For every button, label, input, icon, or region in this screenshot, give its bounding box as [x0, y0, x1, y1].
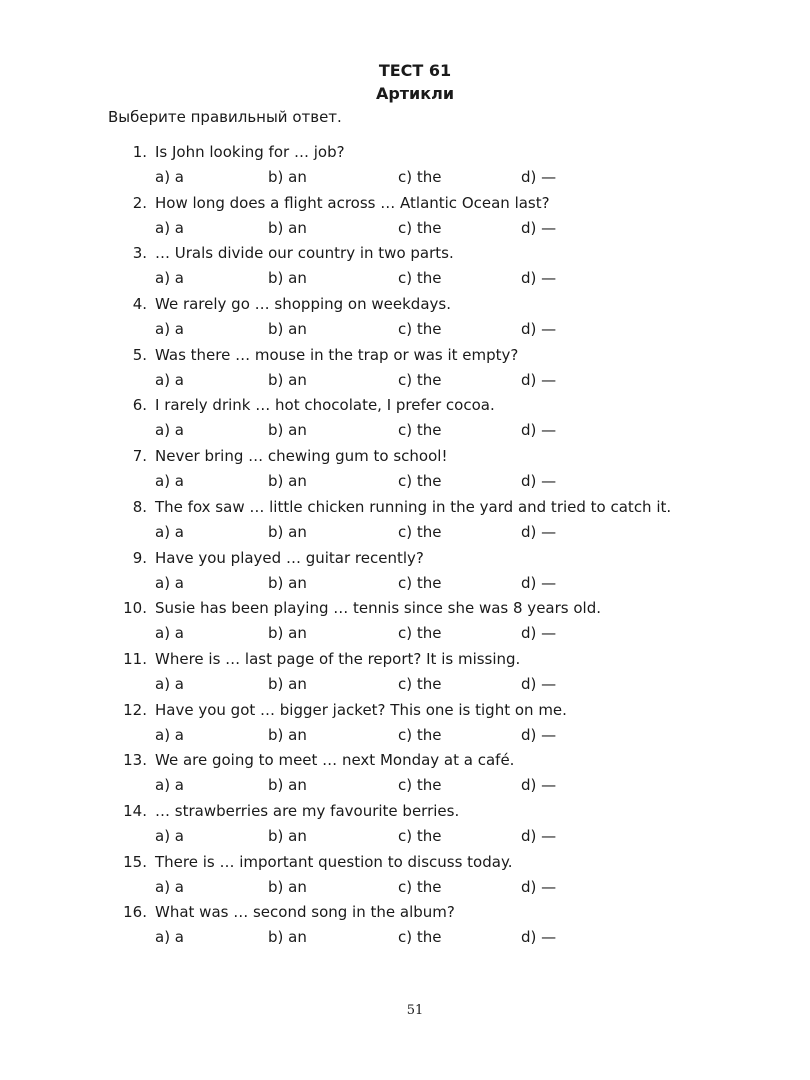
answer-options: [0, 318, 810, 340]
answer-options: [0, 166, 810, 188]
question-item: [0, 547, 810, 598]
option-b[interactable]: b) an: [268, 168, 307, 186]
question-text: What was … second song in the album?: [155, 903, 455, 922]
option-d[interactable]: d) —: [521, 624, 557, 643]
question-number: 9.: [132, 548, 147, 567]
question-line: [0, 394, 810, 416]
question-item: [0, 851, 810, 902]
answer-options: [0, 926, 810, 948]
question-item: [0, 648, 810, 699]
option-d[interactable]: d) —: [521, 674, 557, 693]
option-b[interactable]: b) an: [268, 826, 307, 845]
option-c[interactable]: c) the: [398, 421, 442, 440]
page-number: 51: [406, 1003, 424, 1018]
question-number: 3.: [132, 244, 147, 263]
answer-options: [0, 572, 810, 594]
option-c[interactable]: c) the: [398, 370, 442, 389]
option-c[interactable]: c) the: [398, 269, 442, 288]
question-line: [0, 749, 810, 771]
option-d[interactable]: d) —: [521, 269, 557, 288]
answer-options: [0, 876, 810, 898]
question-text: We rarely go … shopping on weekdays.: [155, 295, 451, 314]
question-text: Susie has been playing … tennis since she was 8 years old.: [155, 599, 601, 618]
option-a[interactable]: a) a: [155, 522, 185, 541]
question-line: [0, 496, 810, 518]
question-text: Was there … mouse in the trap or was it empty?: [155, 345, 519, 364]
option-c[interactable]: c) the: [398, 218, 442, 237]
question-number: 10.: [123, 599, 147, 618]
option-c[interactable]: c) the: [398, 320, 442, 339]
question-number: 16.: [123, 903, 147, 922]
option-a[interactable]: a) a: [155, 421, 185, 440]
question-number: 7.: [132, 447, 147, 466]
test-title: ТЕСТ 61: [378, 61, 452, 80]
question-line: [0, 192, 810, 214]
question-text: … Urals divide our country in two parts.: [155, 244, 454, 263]
option-c[interactable]: c) the: [398, 725, 442, 744]
option-b[interactable]: b) an: [268, 522, 307, 541]
question-number: 1.: [132, 143, 147, 161]
option-b[interactable]: b) an: [268, 573, 307, 592]
option-c[interactable]: c) the: [398, 168, 442, 186]
option-c[interactable]: c) the: [398, 826, 442, 845]
option-a[interactable]: a) a: [155, 826, 185, 845]
option-b[interactable]: b) an: [268, 776, 307, 795]
question-text: Never bring … chewing gum to school!: [155, 447, 448, 466]
question-item: [0, 394, 810, 445]
question-text: Have you played … guitar recently?: [155, 548, 424, 567]
answer-options: [0, 724, 810, 746]
question-number: 14.: [123, 801, 147, 820]
question-item: [0, 242, 810, 293]
question-text: The fox saw … little chicken running in the yard and tried to catch it.: [155, 497, 672, 516]
question-line: [0, 293, 810, 315]
question-number: 2.: [132, 193, 147, 212]
answer-options: [0, 217, 810, 239]
question-item: [0, 749, 810, 800]
option-a[interactable]: a) a: [155, 928, 185, 947]
option-b[interactable]: b) an: [268, 624, 307, 643]
question-item: [0, 800, 810, 851]
option-b[interactable]: b) an: [268, 877, 307, 896]
question-text: … strawberries are my favourite berries.: [155, 801, 460, 820]
option-a[interactable]: a) a: [155, 218, 185, 237]
question-number: 4.: [132, 295, 147, 314]
answer-options: [0, 622, 810, 644]
question-line: [0, 699, 810, 721]
option-c[interactable]: c) the: [398, 522, 442, 541]
answer-options: [0, 470, 810, 492]
option-c[interactable]: c) the: [398, 472, 442, 491]
option-d[interactable]: d) —: [521, 776, 557, 795]
option-b[interactable]: b) an: [268, 218, 307, 237]
option-a[interactable]: a) a: [155, 320, 185, 339]
question-line: [0, 800, 810, 822]
option-a[interactable]: a) a: [155, 573, 185, 592]
question-number: 5.: [132, 345, 147, 364]
question-item: [0, 344, 810, 395]
option-c[interactable]: c) the: [398, 776, 442, 795]
option-d[interactable]: d) —: [521, 573, 557, 592]
question-line: [0, 141, 810, 163]
question-line: [0, 851, 810, 873]
question-line: [0, 547, 810, 569]
answer-options: [0, 267, 810, 289]
answer-options: [0, 419, 810, 441]
option-a[interactable]: a) a: [155, 674, 185, 693]
question-text: We are going to meet … next Monday at a café.: [155, 751, 515, 770]
question-line: [0, 901, 810, 923]
option-b[interactable]: b) an: [268, 421, 307, 440]
option-a[interactable]: a) a: [155, 877, 185, 896]
option-a[interactable]: a) a: [155, 168, 185, 186]
option-d[interactable]: d) —: [521, 168, 557, 186]
option-b[interactable]: b) an: [268, 674, 307, 693]
option-d[interactable]: d) —: [521, 928, 557, 947]
option-b[interactable]: b) an: [268, 370, 307, 389]
option-d[interactable]: d) —: [521, 725, 557, 744]
option-c[interactable]: c) the: [398, 573, 442, 592]
option-a[interactable]: a) a: [155, 269, 185, 288]
option-d[interactable]: d) —: [521, 472, 557, 491]
answer-options: [0, 673, 810, 695]
question-item: [0, 496, 810, 547]
question-text: Is John looking for … job?: [155, 143, 345, 161]
option-d[interactable]: d) —: [521, 218, 557, 237]
option-b[interactable]: b) an: [268, 320, 307, 339]
option-a[interactable]: a) a: [155, 370, 185, 389]
question-item: [0, 445, 810, 496]
question-number: 11.: [123, 649, 147, 668]
option-c[interactable]: c) the: [398, 674, 442, 693]
option-d[interactable]: d) —: [521, 826, 557, 845]
question-text: Where is … last page of the report? It is missing.: [155, 649, 521, 668]
question-line: [0, 445, 810, 467]
option-b[interactable]: b) an: [268, 725, 307, 744]
question-item: [0, 141, 810, 192]
question-line: [0, 344, 810, 366]
question-number: 6.: [132, 396, 147, 415]
question-item: [0, 699, 810, 750]
option-a[interactable]: a) a: [155, 776, 185, 795]
question-line: [0, 648, 810, 670]
question-text: There is … important question to discuss today.: [155, 852, 513, 871]
answer-options: [0, 369, 810, 391]
option-d[interactable]: d) —: [521, 421, 557, 440]
question-text: I rarely drink … hot chocolate, I prefer cocoa.: [155, 396, 495, 415]
question-item: [0, 293, 810, 344]
question-line: [0, 597, 810, 619]
question-list: [0, 141, 810, 952]
option-b[interactable]: b) an: [268, 928, 307, 947]
question-item: [0, 597, 810, 648]
option-c[interactable]: c) the: [398, 877, 442, 896]
option-d[interactable]: d) —: [521, 320, 557, 339]
question-item: [0, 901, 810, 952]
question-item: [0, 192, 810, 243]
question-number: 12.: [123, 700, 147, 719]
instruction-text: Выберите правильный ответ.: [108, 108, 342, 126]
option-b[interactable]: b) an: [268, 472, 307, 491]
question-line: [0, 242, 810, 264]
option-a[interactable]: a) a: [155, 725, 185, 744]
option-c[interactable]: c) the: [398, 928, 442, 947]
test-topic: Артикли: [375, 84, 455, 103]
answer-options: [0, 825, 810, 847]
option-c[interactable]: c) the: [398, 624, 442, 643]
question-text: Have you got … bigger jacket? This one is tight on me.: [155, 700, 567, 719]
option-a[interactable]: a) a: [155, 624, 185, 643]
question-number: 13.: [123, 751, 147, 770]
option-d[interactable]: d) —: [521, 370, 557, 389]
question-text: How long does a flight across … Atlantic Ocean last?: [155, 193, 550, 212]
option-b[interactable]: b) an: [268, 269, 307, 288]
option-d[interactable]: d) —: [521, 877, 557, 896]
question-number: 8.: [132, 497, 147, 516]
option-d[interactable]: d) —: [521, 522, 557, 541]
answer-options: [0, 774, 810, 796]
option-a[interactable]: a) a: [155, 472, 185, 491]
question-number: 15.: [123, 852, 147, 871]
answer-options: [0, 521, 810, 543]
